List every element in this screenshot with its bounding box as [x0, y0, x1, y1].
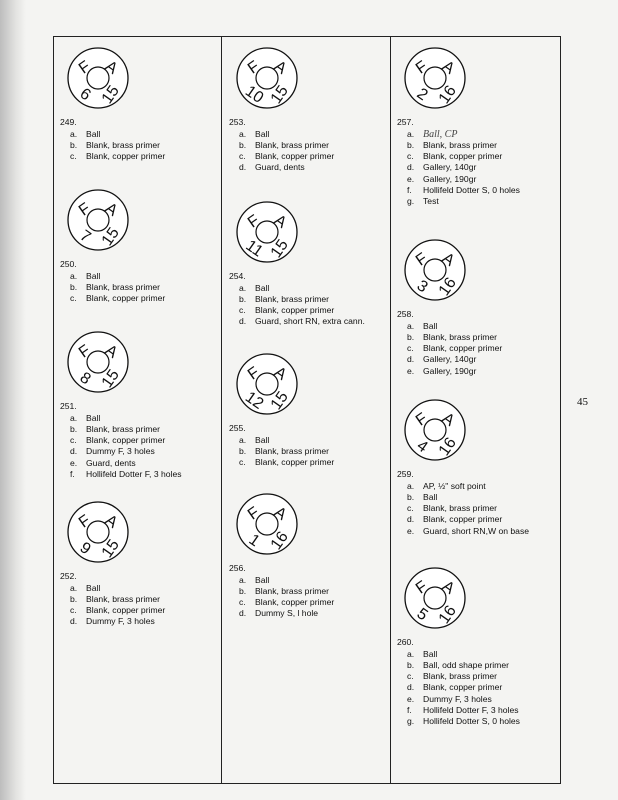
variant-text: Dummy F, 3 holes [86, 446, 155, 457]
variant-item [397, 151, 520, 162]
book-spine-shadow [0, 0, 26, 800]
variant-item [60, 435, 182, 446]
variant-list [60, 271, 165, 305]
entry-number: 253. [229, 117, 246, 128]
entry-252 [60, 500, 165, 628]
variant-item [60, 424, 182, 435]
entry-number: 258. [397, 309, 414, 320]
variant-item [397, 321, 502, 332]
variant-text: Hollifeld Dotter S, 0 holes [423, 185, 520, 196]
page-number: 45 [577, 396, 588, 408]
variant-list [229, 575, 334, 620]
variant-text: Ball [86, 128, 101, 139]
variant-letter: f. [407, 185, 412, 196]
variant-item [397, 481, 529, 492]
variant-text: Ball, odd shape primer [423, 659, 509, 670]
variant-item [60, 151, 165, 162]
variant-letter: c. [407, 151, 414, 162]
variant-letter: d. [407, 354, 415, 365]
variant-text: Ball [423, 320, 438, 331]
variant-text: Ball, CP [423, 128, 458, 140]
variant-text: Blank, brass primer [86, 593, 161, 604]
variant-letter: d. [70, 616, 78, 627]
headstamp-icon [235, 46, 299, 110]
variant-text: Guard, dents [255, 162, 305, 173]
headstamp-top-left-mark: F [75, 512, 94, 532]
variant-text: Gallery, 190gr [423, 365, 477, 376]
variant-item [229, 457, 334, 468]
variant-item [397, 514, 529, 525]
headstamp-icon [403, 238, 467, 302]
variant-text: Blank, brass primer [86, 423, 161, 434]
variant-letter: a. [407, 648, 415, 659]
entry-260 [397, 566, 520, 728]
variant-item [397, 716, 520, 727]
variant-letter: a. [239, 574, 247, 585]
headstamp-top-left-mark: F [244, 504, 263, 524]
variant-letter: b. [239, 139, 247, 150]
variant-letter: e. [407, 525, 415, 536]
variant-text: Gallery, 190gr [423, 173, 477, 184]
entry-254 [229, 200, 365, 328]
headstamp-top-right-mark: A [101, 341, 121, 362]
variant-letter: b. [70, 281, 78, 292]
headstamp-figure [66, 46, 165, 113]
variant-letter: c. [407, 503, 414, 514]
variant-item [229, 151, 334, 162]
variant-text: Blank, brass primer [423, 331, 498, 342]
headstamp-bottom-right-mark: 15 [267, 82, 292, 108]
headstamp-bottom-left-mark: 10 [241, 82, 267, 107]
headstamp-bottom-right-mark: 16 [267, 528, 292, 554]
variant-letter: g. [407, 716, 415, 727]
variant-text: AP, ½" soft point [423, 480, 486, 491]
variant-letter: a. [70, 412, 78, 423]
variant-text: Blank, copper primer [255, 305, 335, 316]
variant-letter: d. [407, 514, 415, 525]
variant-letter: d. [70, 446, 78, 457]
headstamp-top-left-mark: F [75, 342, 94, 362]
variant-item [397, 162, 520, 173]
variant-text: Blank, brass primer [255, 445, 330, 456]
variant-letter: d. [239, 162, 247, 173]
entry-number: 249. [60, 117, 77, 128]
variant-text: Ball [86, 412, 101, 423]
variant-item [397, 492, 529, 503]
headstamp-figure [66, 330, 182, 397]
variant-item [60, 446, 182, 457]
entry-257 [397, 46, 520, 208]
variant-text: Dummy F, 3 holes [86, 616, 155, 627]
headstamp-bottom-right-mark: 15 [98, 82, 123, 108]
variant-letter: b. [70, 593, 78, 604]
variant-item [60, 458, 182, 469]
variant-list [229, 435, 334, 469]
variant-letter: a. [407, 480, 415, 491]
entry-259 [397, 398, 529, 537]
variant-letter: d. [407, 682, 415, 693]
variant-text: Guard, dents [86, 457, 136, 468]
variant-item [397, 682, 520, 693]
headstamp-bottom-left-mark: 12 [241, 388, 267, 413]
variant-text: Hollifeld Dotter S, 0 holes [423, 716, 520, 727]
entry-number: 256. [229, 563, 246, 574]
variant-item [229, 283, 365, 294]
variant-text: Blank, copper primer [255, 457, 335, 468]
variant-list [229, 283, 365, 328]
headstamp-bottom-left-mark: 11 [242, 237, 266, 261]
variant-text: Hollifeld Dotter F, 3 holes [86, 469, 182, 480]
headstamp-top-right-mark: A [438, 249, 458, 270]
headstamp-figure [235, 46, 334, 113]
variant-item [397, 705, 520, 716]
variant-item [397, 649, 520, 660]
variant-item [397, 694, 520, 705]
variant-item [397, 185, 520, 196]
variant-item [60, 469, 182, 480]
variant-letter: b. [407, 331, 415, 342]
variant-text: Blank, copper primer [423, 682, 503, 693]
headstamp-icon [66, 500, 130, 564]
column-divider [221, 36, 222, 784]
variant-text: Guard, short RN, extra cann. [255, 316, 365, 327]
variant-letter: c. [70, 605, 77, 616]
variant-letter: d. [239, 316, 247, 327]
variant-item [397, 174, 520, 185]
entry-256 [229, 492, 334, 620]
headstamp-bottom-right-mark: 15 [98, 366, 123, 392]
variant-list [60, 129, 165, 163]
variant-letter: d. [239, 608, 247, 619]
variant-text: Ball [255, 574, 270, 585]
variant-letter: a. [70, 128, 78, 139]
headstamp-bottom-left-mark: 9 [76, 539, 94, 559]
headstamp-top-right-mark: A [101, 199, 121, 220]
headstamp-bottom-right-mark: 16 [435, 82, 460, 108]
variant-item [397, 671, 520, 682]
variant-letter: a. [70, 582, 78, 593]
variant-item [229, 140, 334, 151]
variant-letter: c. [407, 671, 414, 682]
headstamp-bottom-left-mark: 4 [413, 437, 431, 457]
variant-item [229, 162, 334, 173]
headstamp-figure [66, 188, 165, 255]
variant-letter: f. [70, 469, 75, 480]
variant-item [397, 332, 502, 343]
headstamp-bottom-left-mark: 2 [413, 85, 431, 105]
headstamp-icon [66, 188, 130, 252]
variant-text: Ball [423, 491, 438, 502]
variant-letter: c. [70, 435, 77, 446]
variant-item [397, 140, 520, 151]
headstamp-top-right-mark: A [438, 577, 458, 598]
variant-letter: e. [70, 457, 78, 468]
headstamp-top-left-mark: F [412, 58, 431, 78]
headstamp-figure [235, 492, 334, 559]
headstamp-bottom-right-mark: 15 [98, 536, 123, 562]
headstamp-top-right-mark: A [101, 511, 121, 532]
variant-text: Ball [86, 270, 101, 281]
variant-list [60, 413, 182, 481]
variant-item [60, 282, 165, 293]
headstamp-bottom-right-mark: 15 [267, 236, 292, 262]
variant-item [229, 435, 334, 446]
entry-number: 259. [397, 469, 414, 480]
variant-item [229, 129, 334, 140]
variant-list [397, 481, 529, 537]
variant-text: Hollifeld Dotter F, 3 holes [423, 705, 519, 716]
variant-item [397, 354, 502, 365]
variant-item [60, 616, 165, 627]
headstamp-bottom-right-mark: 16 [435, 602, 460, 628]
variant-letter: b. [407, 659, 415, 670]
variant-list [60, 583, 165, 628]
variant-item [60, 583, 165, 594]
headstamp-top-right-mark: A [101, 57, 121, 78]
variant-text: Ball [255, 128, 270, 139]
headstamp-bottom-left-mark: 8 [76, 369, 94, 389]
variant-item [60, 129, 165, 140]
variant-list [397, 649, 520, 728]
headstamp-bottom-left-mark: 7 [76, 227, 94, 247]
headstamp-bottom-left-mark: 5 [413, 605, 431, 625]
headstamp-top-left-mark: F [244, 58, 263, 78]
variant-item [60, 594, 165, 605]
variant-letter: c. [70, 151, 77, 162]
headstamp-icon [66, 330, 130, 394]
headstamp-icon [403, 46, 467, 110]
variant-text: Blank, copper primer [86, 293, 166, 304]
variant-item [60, 413, 182, 424]
headstamp-bottom-right-mark: 15 [98, 224, 123, 250]
headstamp-bottom-right-mark: 16 [435, 274, 460, 300]
variant-item [229, 316, 365, 327]
variant-text: Blank, copper primer [423, 151, 503, 162]
variant-letter: a. [239, 434, 247, 445]
variant-item [60, 605, 165, 616]
entry-number: 260. [397, 637, 414, 648]
entry-258 [397, 238, 502, 377]
headstamp-bottom-right-mark: 16 [435, 434, 460, 460]
entry-number: 257. [397, 117, 414, 128]
variant-item [397, 343, 502, 354]
headstamp-top-left-mark: F [412, 250, 431, 270]
headstamp-icon [403, 398, 467, 462]
variant-letter: c. [239, 305, 246, 316]
variant-letter: b. [239, 445, 247, 456]
headstamp-bottom-left-mark: 1 [245, 531, 263, 551]
variant-text: Test [423, 196, 439, 207]
variant-letter: c. [407, 343, 414, 354]
variant-item [397, 366, 502, 377]
variant-letter: e. [407, 173, 415, 184]
variant-letter: a. [239, 282, 247, 293]
headstamp-top-left-mark: F [75, 58, 94, 78]
entry-250 [60, 188, 165, 304]
variant-item [397, 660, 520, 671]
variant-text: Blank, brass primer [255, 585, 330, 596]
headstamp-figure [403, 398, 529, 465]
variant-letter: c. [239, 597, 246, 608]
variant-letter: a. [239, 128, 247, 139]
variant-text: Blank, copper primer [255, 151, 335, 162]
variant-letter: e. [407, 693, 415, 704]
entry-255 [229, 352, 334, 468]
variant-text: Blank, brass primer [255, 139, 330, 150]
variant-item [60, 293, 165, 304]
variant-list [397, 321, 502, 377]
variant-letter: b. [70, 139, 78, 150]
variant-list [397, 129, 520, 208]
variant-text: Blank, brass primer [255, 293, 330, 304]
headstamp-icon [235, 352, 299, 416]
headstamp-figure [235, 352, 334, 419]
variant-item [397, 526, 529, 537]
headstamp-top-left-mark: F [75, 200, 94, 220]
variant-letter: b. [239, 585, 247, 596]
variant-text: Blank, brass primer [423, 671, 498, 682]
headstamp-top-left-mark: F [244, 212, 263, 232]
variant-list [229, 129, 334, 174]
variant-text: Blank, copper primer [423, 514, 503, 525]
variant-letter: g. [407, 196, 415, 207]
variant-letter: e. [407, 365, 415, 376]
variant-text: Dummy S, l hole [255, 608, 319, 619]
entry-253 [229, 46, 334, 174]
variant-letter: d. [407, 162, 415, 173]
variant-letter: a. [407, 128, 415, 139]
headstamp-bottom-right-mark: 15 [267, 388, 292, 414]
variant-text: Gallery, 140gr [423, 162, 477, 173]
headstamp-icon [235, 200, 299, 264]
variant-text: Gallery, 140gr [423, 354, 477, 365]
variant-text: Blank, copper primer [86, 435, 166, 446]
headstamp-top-left-mark: F [412, 410, 431, 430]
variant-text: Blank, brass primer [86, 139, 161, 150]
headstamp-figure [403, 238, 502, 305]
headstamp-icon [403, 566, 467, 630]
variant-text: Blank, copper primer [255, 597, 335, 608]
variant-letter: b. [407, 139, 415, 150]
headstamp-top-right-mark: A [438, 57, 458, 78]
variant-text: Dummy F, 3 holes [423, 693, 492, 704]
variant-item [229, 446, 334, 457]
headstamp-top-right-mark: A [270, 363, 290, 384]
headstamp-top-right-mark: A [270, 503, 290, 524]
variant-text: Blank, brass primer [86, 281, 161, 292]
variant-item [229, 294, 365, 305]
variant-item [229, 586, 334, 597]
variant-item [397, 129, 520, 140]
variant-letter: c. [70, 293, 77, 304]
headstamp-top-left-mark: F [412, 578, 431, 598]
variant-text: Ball [423, 648, 438, 659]
variant-text: Guard, short RN,W on base [423, 525, 530, 536]
entry-number: 254. [229, 271, 246, 282]
headstamp-icon [66, 46, 130, 110]
variant-text: Blank, copper primer [86, 605, 166, 616]
variant-letter: a. [70, 270, 78, 281]
variant-letter: c. [239, 151, 246, 162]
headstamp-icon [235, 492, 299, 556]
variant-item [60, 271, 165, 282]
entry-249 [60, 46, 165, 162]
headstamp-top-left-mark: F [244, 364, 263, 384]
headstamp-bottom-left-mark: 3 [413, 277, 431, 297]
variant-letter: b. [70, 423, 78, 434]
variant-letter: c. [239, 457, 246, 468]
headstamp-figure [403, 46, 520, 113]
variant-text: Blank, copper primer [423, 343, 503, 354]
headstamp-top-right-mark: A [270, 211, 290, 232]
variant-item [229, 305, 365, 316]
column-divider [390, 36, 391, 784]
variant-text: Blank, copper primer [86, 151, 166, 162]
variant-letter: f. [407, 705, 412, 716]
variant-text: Ball [255, 434, 270, 445]
variant-text: Ball [86, 582, 101, 593]
entry-number: 252. [60, 571, 77, 582]
variant-letter: b. [239, 293, 247, 304]
variant-item [229, 597, 334, 608]
entry-251 [60, 330, 182, 480]
headstamp-bottom-left-mark: 6 [76, 85, 94, 105]
variant-text: Ball [255, 282, 270, 293]
headstamp-figure [66, 500, 165, 567]
headstamp-figure [235, 200, 365, 267]
variant-text: Blank, brass primer [423, 139, 498, 150]
variant-item [60, 140, 165, 151]
variant-item [229, 575, 334, 586]
variant-item [229, 608, 334, 619]
variant-letter: a. [407, 320, 415, 331]
headstamp-figure [403, 566, 520, 633]
variant-text: Blank, brass primer [423, 503, 498, 514]
entry-number: 251. [60, 401, 77, 412]
headstamp-top-right-mark: A [270, 57, 290, 78]
headstamp-top-right-mark: A [438, 409, 458, 430]
variant-item [397, 196, 520, 207]
entry-number: 255. [229, 423, 246, 434]
entry-number: 250. [60, 259, 77, 270]
variant-item [397, 503, 529, 514]
variant-letter: b. [407, 491, 415, 502]
